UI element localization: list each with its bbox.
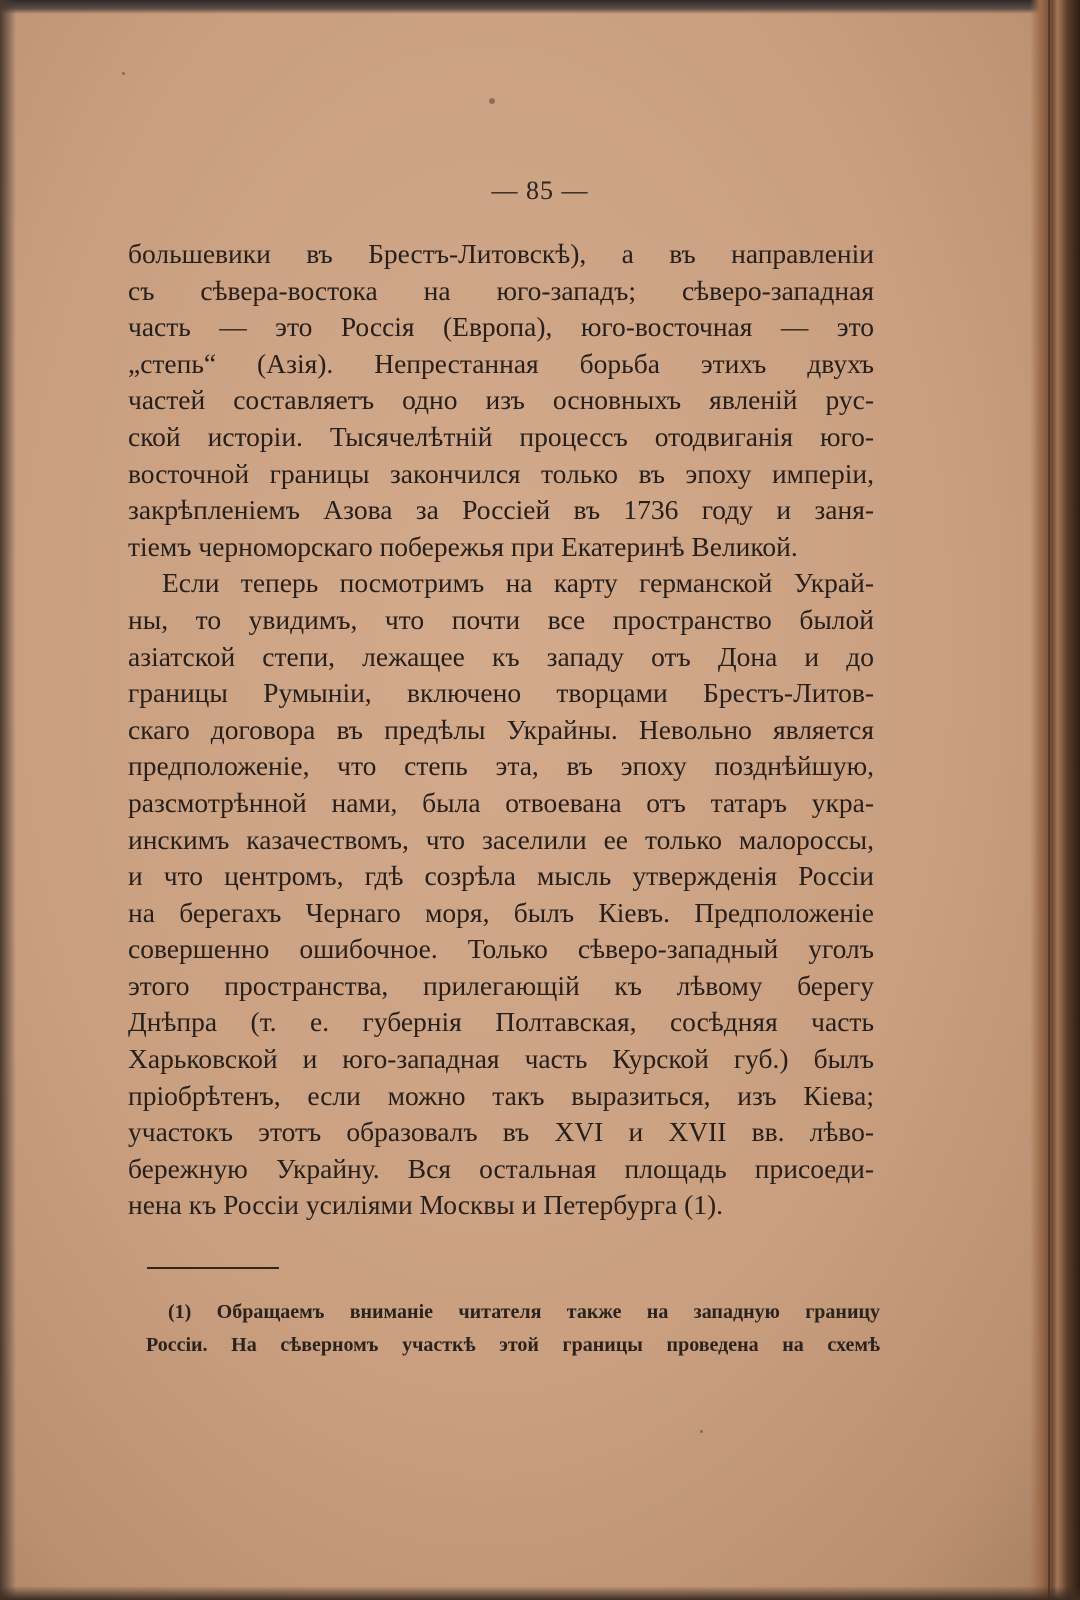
text-line: „степь“ (Азія). Непрестанная борьба этихъ двухъ bbox=[128, 347, 874, 379]
text-line: инскимъ казачествомъ, что заселили ее только малороссы, bbox=[128, 823, 874, 855]
footnote-line: (1) Обращаемъ вниманіе читателя также на западную границу bbox=[168, 1301, 880, 1323]
page-number: — 85 — bbox=[491, 176, 589, 205]
text-line: азіатской степи, лежащее къ западу отъ Дона и до bbox=[128, 640, 874, 672]
text-line: этого пространства, прилегающій къ лѣвому берегу bbox=[128, 969, 874, 1001]
page-top-edge bbox=[0, 0, 1080, 14]
footnote-separator bbox=[147, 1267, 279, 1269]
text-line: закрѣпленіемъ Азова за Россіей въ 1736 году и заня- bbox=[128, 494, 874, 526]
text-line: скаго договора въ предѣлы Украйны. Невольно является bbox=[128, 713, 874, 745]
text-line: разсмотрѣнной нами, была отвоевана отъ татаръ укра- bbox=[128, 786, 874, 818]
text-line: совершенно ошибочное. Только сѣверо-западный уголъ bbox=[128, 933, 874, 965]
text-line: нена къ Россіи усиліями Москвы и Петербурга (1). bbox=[128, 1189, 724, 1221]
book-spine bbox=[1030, 0, 1080, 1600]
text-line: на берегахъ Чернаго моря, былъ Кіевъ. Предположеніе bbox=[128, 896, 874, 928]
text-line: тіемъ черноморскаго побережья при Екатеринѣ Великой. bbox=[128, 530, 798, 562]
spine-crease bbox=[1048, 0, 1050, 1600]
text-line: границы Румыніи, включено творцами Брестъ-Литов- bbox=[128, 677, 874, 709]
text-line: и что центромъ, гдѣ созрѣла мысль утвержденія Россіи bbox=[128, 860, 874, 892]
text-line: Харьковской и юго-западная часть Курской губ.) былъ bbox=[128, 1043, 874, 1075]
text-line: ны, то увидимъ, что почти все пространство былой bbox=[128, 603, 874, 635]
page-left-edge bbox=[0, 0, 16, 1600]
text-line: пріобрѣтенъ, если можно такъ выразиться, изъ Кіева; bbox=[128, 1079, 874, 1111]
text-line: часть — это Россія (Европа), юго-восточная — это bbox=[128, 311, 874, 343]
text-line: бережную Украйну. Вся остальная площадь присоеди- bbox=[128, 1152, 874, 1184]
text-line: съ сѣвера-востока на юго-западъ; сѣверо-западная bbox=[128, 274, 874, 306]
paper-speck bbox=[122, 72, 125, 75]
body-text bbox=[128, 236, 874, 1224]
text-line: ской исторіи. Тысячелѣтній процессъ отодвиганія юго- bbox=[128, 420, 874, 452]
page-bottom-edge bbox=[0, 1586, 1080, 1600]
text-line: Днѣпра (т. е. губернія Полтавская, сосѣдняя часть bbox=[128, 1006, 874, 1038]
paper-speck bbox=[700, 1430, 703, 1433]
paper-speck bbox=[489, 98, 495, 104]
footnote bbox=[146, 1296, 880, 1362]
text-line: Если теперь посмотримъ на карту германской Украй- bbox=[162, 567, 874, 599]
text-line: участокъ этотъ образовалъ въ XVI и XVII вв. лѣво- bbox=[128, 1116, 874, 1148]
text-line: предположеніе, что степь эта, въ эпоху позднѣйшую, bbox=[128, 750, 874, 782]
text-line: большевики въ Брестъ-Литовскѣ), а въ направленіи bbox=[128, 238, 874, 269]
text-line: восточной границы закончился только въ эпоху имперіи, bbox=[128, 457, 874, 489]
text-line: частей составляетъ одно изъ основныхъ явленій рус- bbox=[128, 384, 874, 416]
footnote-line: Россіи. На сѣверномъ участкѣ этой границы проведена на схемѣ bbox=[146, 1334, 880, 1356]
